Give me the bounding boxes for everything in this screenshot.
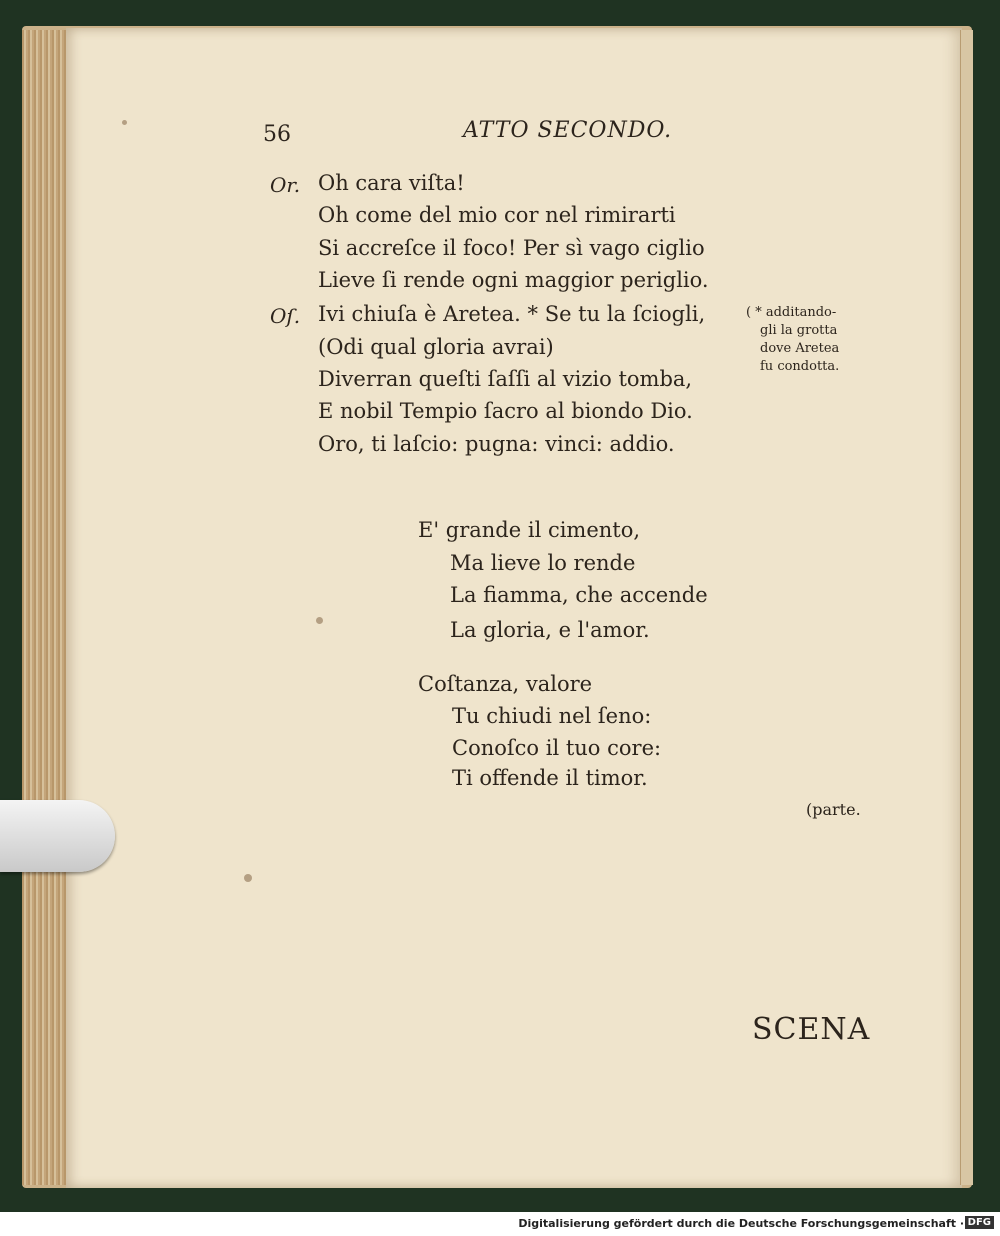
stage-direction-note: dove Aretea — [760, 341, 840, 356]
aria-line: Conoſco il tuo core: — [452, 736, 662, 760]
verse-line: Oh come del mio cor nel rimirarti — [318, 203, 676, 227]
aria-line: Ti offende il timor. — [452, 766, 648, 790]
foxing-spot — [122, 120, 127, 125]
aria-line: Ma lieve lo rende — [450, 551, 636, 575]
speaker-label: Oſ. — [270, 304, 301, 328]
foxing-spot — [244, 874, 252, 882]
aria-line: Coſtanza, valore — [418, 672, 593, 696]
foxing-spot — [316, 617, 323, 624]
running-title: ATTO SECONDO. — [463, 118, 673, 143]
verse-line: Lieve ſi rende ogni maggior periglio. — [318, 268, 709, 292]
verse-line: (Odi qual gloria avrai) — [318, 335, 554, 359]
verse-line: Si accreſce il foco! Per sì vago ciglio — [318, 236, 705, 260]
digitization-footer — [0, 1212, 1000, 1236]
speaker-label: Or. — [270, 173, 301, 197]
stage-direction-note: ( * additando- — [746, 305, 837, 320]
catchword: SCENA — [752, 1012, 871, 1047]
footer-credit: Digitalisierung gefördert durch die Deutsche Forschungsgemeinschaft · — [518, 1217, 964, 1230]
aria-line: La fiamma, che accende — [450, 583, 708, 607]
stage-direction-note: fu condotta. — [760, 359, 840, 374]
verse-line: E nobil Tempio ſacro al biondo Dio. — [318, 399, 693, 423]
verse-line: Oro, ti laſcio: pugna: vinci: addio. — [318, 432, 675, 456]
page-stack-edge — [22, 30, 70, 1185]
page-clip-tab — [0, 800, 115, 872]
dfg-logo: DFG — [965, 1216, 994, 1229]
stage-direction-note: gli la grotta — [760, 323, 838, 338]
right-page-edge — [960, 30, 973, 1185]
aria-line: La gloria, e l'amor. — [450, 618, 650, 642]
verse-line: Diverran queſti ſaſſi al vizio tomba, — [318, 367, 693, 391]
exit-direction: (parte. — [806, 800, 861, 819]
verse-line: Ivi chiuſa è Aretea. * Se tu la ſciogli, — [318, 302, 706, 326]
verse-line: Oh cara viſta! — [318, 171, 465, 195]
aria-line: Tu chiudi nel ſeno: — [452, 704, 652, 728]
page-number: 56 — [263, 122, 291, 147]
aria-line: E' grande il cimento, — [418, 518, 641, 542]
